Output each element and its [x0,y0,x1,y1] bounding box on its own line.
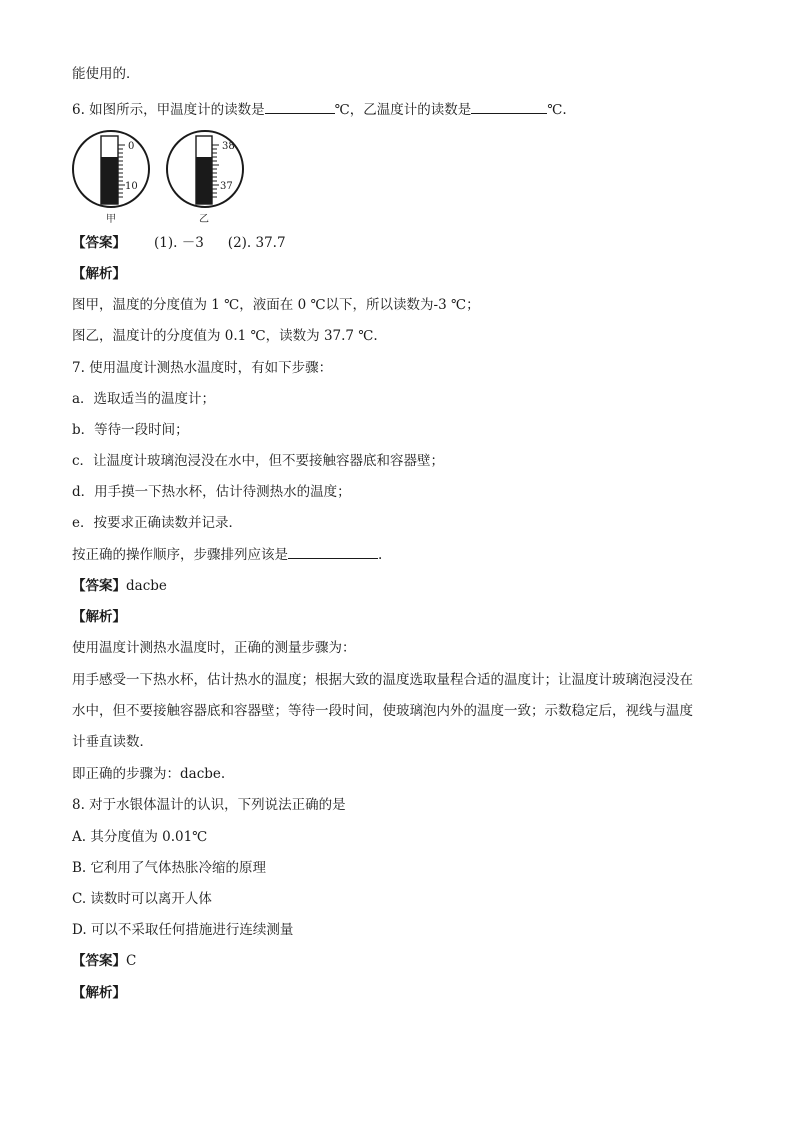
q6-blank-yi[interactable] [471,99,547,114]
caption-yi: 乙 [199,214,209,225]
q6-stem: 6. 如图所示，甲温度计的读数是 [72,102,265,118]
question-7: 7. 使用温度计测热水温度时，有如下步骤： [72,360,333,376]
q7-answer-value: dacbe [126,578,167,594]
q7-step-b: b．等待一段时间； [72,422,189,438]
q6-analysis-2: 图乙，温度计的分度值为 0.1 ℃，读数为 37.7 ℃. [72,328,378,344]
q7-step-d: d．用手摸一下热水杯，估计待测热水的温度； [72,484,351,500]
q7-analysis-1: 使用温度计测热水温度时，正确的测量步骤为： [72,640,356,656]
analysis-tag: 【解析】 [72,985,126,1001]
q8-option-d: D. 可以不采取任何措施进行连续测量 [72,922,294,938]
q7-order-end: . [378,547,383,563]
q6-answer [72,233,286,253]
q7-analysis-2: 用手感受一下热水杯，估计热水的温度；根据大致的温度选取量程合适的温度计；让温度计玻璃泡浸没在 [72,672,693,688]
analysis-tag: 【解析】 [72,266,126,282]
scale-label-bottom: 37 [220,181,233,192]
analysis-tag: 【解析】 [72,609,126,625]
q8-answer [72,951,136,971]
q8-option-a: A. 其分度值为 0.01℃ [72,829,208,845]
q7-step-e: e．按要求正确读数并记录． [72,515,242,531]
question-6 [72,99,567,120]
q6-blank-jia[interactable] [265,99,335,114]
q6-answer-2: (2). 37.7 [227,235,286,251]
q8-answer-value: C [126,953,137,969]
thermometer-figure [72,130,252,226]
liquid-column [101,157,118,204]
q6-stem-end: ℃. [547,102,567,118]
thermometer-yi [167,131,243,225]
scale-label-bottom: 10 [125,181,138,192]
q7-analysis-5: 即正确的步骤为：dacbe. [72,766,226,782]
q7-order [72,544,382,565]
question-8: 8. 对于水银体温计的认识，下列说法正确的是 [72,797,346,813]
q7-step-c: c．让温度计玻璃泡浸没在水中，但不要接触容器底和容器壁； [72,453,445,469]
caption-jia: 甲 [106,214,116,225]
answer-tag: 【答案】 [72,235,126,251]
q8-option-c: C. 读数时可以离开人体 [72,891,212,907]
q7-order-text: 按正确的操作顺序，步骤排列应该是 [72,547,288,563]
q7-blank[interactable] [288,544,378,559]
q6-answer-1: (1). －3 [154,235,204,251]
q7-analysis-4: 计垂直读数． [72,734,153,750]
line-continuation: 能使用的． [72,66,140,82]
q7-analysis-3: 水中，但不要接触容器底和容器壁；等待一段时间，使玻璃泡内外的温度一致；示数稳定后，视线与温度 [72,703,693,719]
q7-answer [72,576,167,596]
liquid-column [196,157,212,204]
q6-stem-mid: ℃，乙温度计的读数是 [334,102,472,118]
q8-option-b: B. 它利用了气体热胀冷缩的原理 [72,860,267,876]
thermometer-jia [73,131,149,225]
q6-analysis-1: 图甲，温度的分度值为 1 ℃，液面在 0 ℃以下，所以读数为-3 ℃； [72,297,480,313]
scale-label-top: 38 [222,141,235,152]
q7-step-a: a．选取适当的温度计； [72,391,216,407]
answer-tag: 【答案】 [72,578,126,594]
scale-label-top: 0 [128,141,135,152]
answer-tag: 【答案】 [72,953,126,969]
